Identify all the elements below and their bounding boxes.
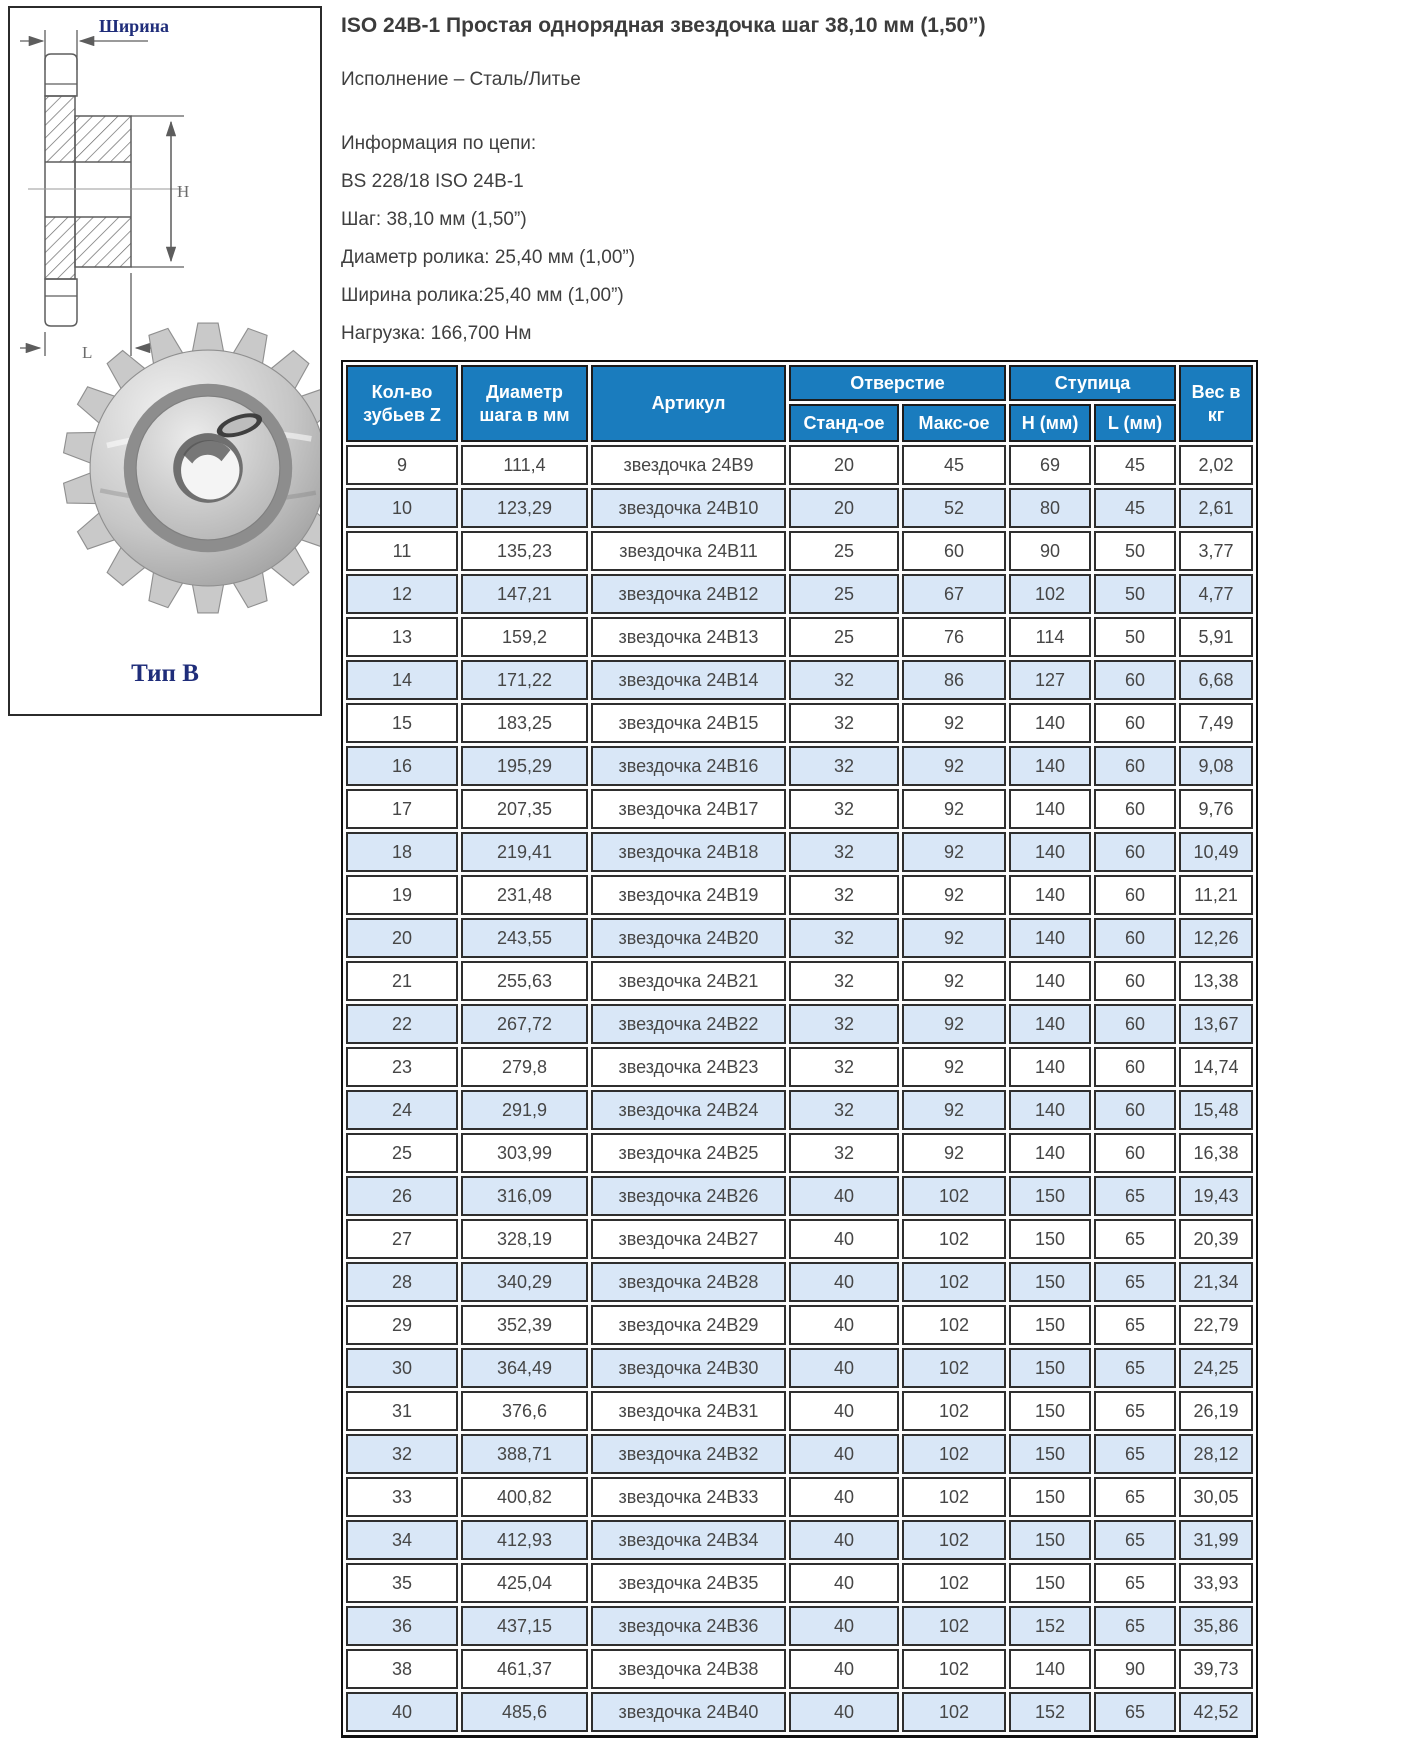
table-cell: 40 bbox=[789, 1305, 899, 1345]
table-cell: 291,9 bbox=[461, 1090, 588, 1130]
table-cell: 90 bbox=[1009, 531, 1091, 571]
table-cell: 9 bbox=[346, 445, 458, 485]
table-cell: 219,41 bbox=[461, 832, 588, 872]
table-cell: звездочка 24B28 bbox=[591, 1262, 786, 1302]
table-cell: 65 bbox=[1094, 1606, 1176, 1646]
table-cell: 40 bbox=[789, 1520, 899, 1560]
table-cell: 65 bbox=[1094, 1520, 1176, 1560]
table-cell: 40 bbox=[789, 1434, 899, 1474]
table-cell: 150 bbox=[1009, 1477, 1091, 1517]
width-dimension-label: Ширина bbox=[99, 16, 169, 36]
table-cell: 7,49 bbox=[1179, 703, 1253, 743]
table-cell: 102 bbox=[902, 1606, 1006, 1646]
table-cell: 376,6 bbox=[461, 1391, 588, 1431]
table-cell: 32 bbox=[789, 1004, 899, 1044]
table-cell: 45 bbox=[902, 445, 1006, 485]
table-cell: 159,2 bbox=[461, 617, 588, 657]
table-cell: 69 bbox=[1009, 445, 1091, 485]
table-cell: 40 bbox=[789, 1649, 899, 1689]
header-article: Артикул bbox=[591, 365, 786, 442]
table-row bbox=[346, 746, 1253, 786]
table-cell: 102 bbox=[902, 1262, 1006, 1302]
table-cell: 40 bbox=[789, 1262, 899, 1302]
table-cell: 102 bbox=[902, 1434, 1006, 1474]
l-dimension-label: L bbox=[82, 343, 93, 362]
table-cell: 140 bbox=[1009, 918, 1091, 958]
table-cell: 32 bbox=[789, 832, 899, 872]
table-cell: 150 bbox=[1009, 1176, 1091, 1216]
table-row bbox=[346, 1219, 1253, 1259]
table-cell: 255,63 bbox=[461, 961, 588, 1001]
table-cell: 60 bbox=[1094, 961, 1176, 1001]
table-cell: 33,93 bbox=[1179, 1563, 1253, 1603]
table-cell: 150 bbox=[1009, 1219, 1091, 1259]
table-cell: 9,08 bbox=[1179, 746, 1253, 786]
table-cell: 183,25 bbox=[461, 703, 588, 743]
table-cell: 328,19 bbox=[461, 1219, 588, 1259]
table-row bbox=[346, 875, 1253, 915]
table-cell: звездочка 24B19 bbox=[591, 875, 786, 915]
table-cell: 60 bbox=[1094, 1133, 1176, 1173]
table-cell: звездочка 24B36 bbox=[591, 1606, 786, 1646]
chain-info-line: Информация по цепи: bbox=[341, 133, 537, 154]
table-cell: 35,86 bbox=[1179, 1606, 1253, 1646]
table-cell: 16,38 bbox=[1179, 1133, 1253, 1173]
table-cell: 65 bbox=[1094, 1692, 1176, 1732]
table-cell: 140 bbox=[1009, 961, 1091, 1001]
table-cell: 14,74 bbox=[1179, 1047, 1253, 1087]
table-cell: 316,09 bbox=[461, 1176, 588, 1216]
table-cell: 32 bbox=[789, 918, 899, 958]
header-hub-l: L (мм) bbox=[1094, 404, 1176, 442]
table-cell: 92 bbox=[902, 1004, 1006, 1044]
table-cell: 140 bbox=[1009, 1004, 1091, 1044]
table-cell: звездочка 24B11 bbox=[591, 531, 786, 571]
table-cell: 20,39 bbox=[1179, 1219, 1253, 1259]
table-cell: 437,15 bbox=[461, 1606, 588, 1646]
table-cell: 67 bbox=[902, 574, 1006, 614]
table-cell: 32 bbox=[789, 789, 899, 829]
table-cell: 485,6 bbox=[461, 1692, 588, 1732]
table-cell: 52 bbox=[902, 488, 1006, 528]
table-cell: 11,21 bbox=[1179, 875, 1253, 915]
table-cell: 150 bbox=[1009, 1305, 1091, 1345]
table-cell: звездочка 24B30 bbox=[591, 1348, 786, 1388]
table-cell: 34 bbox=[346, 1520, 458, 1560]
table-cell: 114 bbox=[1009, 617, 1091, 657]
table-row bbox=[346, 445, 1253, 485]
table-cell: 45 bbox=[1094, 445, 1176, 485]
chain-info-block bbox=[341, 125, 1271, 353]
chain-info-line: Ширина ролика:25,40 мм (1,00”) bbox=[341, 285, 624, 306]
table-cell: 12,26 bbox=[1179, 918, 1253, 958]
table-cell: звездочка 24B16 bbox=[591, 746, 786, 786]
table-cell: 65 bbox=[1094, 1434, 1176, 1474]
table-cell: 86 bbox=[902, 660, 1006, 700]
table-cell: 150 bbox=[1009, 1520, 1091, 1560]
header-hole-std: Станд-ое bbox=[789, 404, 899, 442]
table-cell: 92 bbox=[902, 1047, 1006, 1087]
table-cell: 60 bbox=[1094, 1047, 1176, 1087]
table-cell: 102 bbox=[902, 1563, 1006, 1603]
table-cell: 150 bbox=[1009, 1348, 1091, 1388]
table-cell: 10 bbox=[346, 488, 458, 528]
table-cell: 140 bbox=[1009, 1133, 1091, 1173]
table-cell: 40 bbox=[789, 1176, 899, 1216]
table-cell: 92 bbox=[902, 875, 1006, 915]
table-cell: 92 bbox=[902, 746, 1006, 786]
table-row bbox=[346, 1434, 1253, 1474]
table-cell: 30 bbox=[346, 1348, 458, 1388]
table-cell: 425,04 bbox=[461, 1563, 588, 1603]
table-cell: 45 bbox=[1094, 488, 1176, 528]
table-cell: звездочка 24B20 bbox=[591, 918, 786, 958]
table-cell: 18 bbox=[346, 832, 458, 872]
table-cell: 303,99 bbox=[461, 1133, 588, 1173]
table-cell: 2,61 bbox=[1179, 488, 1253, 528]
table-cell: 102 bbox=[902, 1305, 1006, 1345]
table-cell: 25 bbox=[789, 531, 899, 571]
table-cell: 65 bbox=[1094, 1477, 1176, 1517]
table-cell: 152 bbox=[1009, 1692, 1091, 1732]
table-cell: 92 bbox=[902, 703, 1006, 743]
table-cell: 150 bbox=[1009, 1391, 1091, 1431]
table-row bbox=[346, 1176, 1253, 1216]
table-cell: 32 bbox=[789, 660, 899, 700]
table-cell: 60 bbox=[902, 531, 1006, 571]
table-cell: 65 bbox=[1094, 1176, 1176, 1216]
table-cell: звездочка 24B32 bbox=[591, 1434, 786, 1474]
table-cell: звездочка 24B31 bbox=[591, 1391, 786, 1431]
table-row bbox=[346, 1563, 1253, 1603]
table-cell: 102 bbox=[902, 1692, 1006, 1732]
table-cell: 13,67 bbox=[1179, 1004, 1253, 1044]
table-cell: 60 bbox=[1094, 1090, 1176, 1130]
table-cell: 5,91 bbox=[1179, 617, 1253, 657]
table-cell: 65 bbox=[1094, 1348, 1176, 1388]
spec-table-body bbox=[346, 445, 1253, 1732]
table-cell: 140 bbox=[1009, 1047, 1091, 1087]
table-row bbox=[346, 1477, 1253, 1517]
table-cell: 140 bbox=[1009, 703, 1091, 743]
table-cell: 40 bbox=[789, 1219, 899, 1259]
table-cell: 364,49 bbox=[461, 1348, 588, 1388]
table-cell: 24 bbox=[346, 1090, 458, 1130]
table-cell: звездочка 24B38 bbox=[591, 1649, 786, 1689]
table-cell: звездочка 24B13 bbox=[591, 617, 786, 657]
table-row bbox=[346, 1090, 1253, 1130]
table-cell: 29 bbox=[346, 1305, 458, 1345]
table-row bbox=[346, 832, 1253, 872]
table-cell: 23 bbox=[346, 1047, 458, 1087]
table-cell: 25 bbox=[789, 574, 899, 614]
table-cell: 13,38 bbox=[1179, 961, 1253, 1001]
header-diameter: Диаметр шага в мм bbox=[461, 365, 588, 442]
table-cell: звездочка 24B35 bbox=[591, 1563, 786, 1603]
table-row bbox=[346, 1133, 1253, 1173]
table-row bbox=[346, 1305, 1253, 1345]
table-cell: 92 bbox=[902, 1090, 1006, 1130]
table-cell: 92 bbox=[902, 918, 1006, 958]
table-cell: 39,73 bbox=[1179, 1649, 1253, 1689]
table-row bbox=[346, 918, 1253, 958]
table-cell: 42,52 bbox=[1179, 1692, 1253, 1732]
table-cell: звездочка 24B25 bbox=[591, 1133, 786, 1173]
table-cell: 38 bbox=[346, 1649, 458, 1689]
table-cell: 243,55 bbox=[461, 918, 588, 958]
main-content bbox=[341, 0, 1271, 1738]
table-cell: звездочка 24B26 bbox=[591, 1176, 786, 1216]
table-cell: 16 bbox=[346, 746, 458, 786]
table-cell: 102 bbox=[902, 1477, 1006, 1517]
table-cell: 140 bbox=[1009, 746, 1091, 786]
table-cell: 388,71 bbox=[461, 1434, 588, 1474]
table-cell: 140 bbox=[1009, 1090, 1091, 1130]
table-cell: 80 bbox=[1009, 488, 1091, 528]
table-cell: 102 bbox=[1009, 574, 1091, 614]
table-cell: 36 bbox=[346, 1606, 458, 1646]
table-cell: 25 bbox=[346, 1133, 458, 1173]
table-cell: 32 bbox=[789, 875, 899, 915]
table-cell: 32 bbox=[789, 1090, 899, 1130]
table-cell: 35 bbox=[346, 1563, 458, 1603]
table-row bbox=[346, 1047, 1253, 1087]
chain-info-line: Диаметр ролика: 25,40 мм (1,00”) bbox=[341, 247, 636, 268]
table-cell: 60 bbox=[1094, 1004, 1176, 1044]
table-cell: 20 bbox=[789, 445, 899, 485]
table-cell: звездочка 24B24 bbox=[591, 1090, 786, 1130]
table-cell: 40 bbox=[789, 1477, 899, 1517]
table-cell: 65 bbox=[1094, 1391, 1176, 1431]
table-cell: звездочка 24B33 bbox=[591, 1477, 786, 1517]
table-row bbox=[346, 1520, 1253, 1560]
table-cell: 352,39 bbox=[461, 1305, 588, 1345]
header-teeth: Кол-во зубьев Z bbox=[346, 365, 458, 442]
table-cell: 147,21 bbox=[461, 574, 588, 614]
table-cell: 400,82 bbox=[461, 1477, 588, 1517]
table-cell: 27 bbox=[346, 1219, 458, 1259]
table-cell: 28 bbox=[346, 1262, 458, 1302]
table-cell: звездочка 24B21 bbox=[591, 961, 786, 1001]
table-cell: 279,8 bbox=[461, 1047, 588, 1087]
table-cell: 25 bbox=[789, 617, 899, 657]
table-cell: звездочка 24B23 bbox=[591, 1047, 786, 1087]
table-row bbox=[346, 961, 1253, 1001]
table-cell: 50 bbox=[1094, 574, 1176, 614]
type-b-caption: Тип B bbox=[131, 660, 199, 687]
table-cell: 267,72 bbox=[461, 1004, 588, 1044]
table-cell: 102 bbox=[902, 1348, 1006, 1388]
material-line: Исполнение – Сталь/Литье bbox=[341, 69, 581, 90]
table-cell: 24,25 bbox=[1179, 1348, 1253, 1388]
table-cell: звездочка 24B12 bbox=[591, 574, 786, 614]
table-cell: 26 bbox=[346, 1176, 458, 1216]
table-cell: 92 bbox=[902, 789, 1006, 829]
table-cell: 3,77 bbox=[1179, 531, 1253, 571]
table-row bbox=[346, 703, 1253, 743]
header-hub-group: Ступица bbox=[1009, 365, 1176, 401]
table-cell: 32 bbox=[346, 1434, 458, 1474]
sprocket-photo bbox=[62, 322, 322, 614]
table-cell: звездочка 24B17 bbox=[591, 789, 786, 829]
table-row bbox=[346, 488, 1253, 528]
table-cell: 20 bbox=[346, 918, 458, 958]
table-cell: 102 bbox=[902, 1649, 1006, 1689]
table-cell: 32 bbox=[789, 1133, 899, 1173]
table-cell: 92 bbox=[902, 961, 1006, 1001]
table-cell: 40 bbox=[789, 1391, 899, 1431]
table-cell: 32 bbox=[789, 1047, 899, 1087]
page-title: ISO 24B-1 Простая однорядная звездочка шаг 38,10 мм (1,50”) bbox=[341, 14, 986, 37]
table-cell: 40 bbox=[789, 1692, 899, 1732]
table-row bbox=[346, 660, 1253, 700]
table-cell: 50 bbox=[1094, 617, 1176, 657]
table-cell: 22 bbox=[346, 1004, 458, 1044]
table-row bbox=[346, 1692, 1253, 1732]
table-row bbox=[346, 1348, 1253, 1388]
table-cell: звездочка 24B10 bbox=[591, 488, 786, 528]
table-cell: 90 bbox=[1094, 1649, 1176, 1689]
table-cell: звездочка 24B29 bbox=[591, 1305, 786, 1345]
table-cell: 40 bbox=[789, 1606, 899, 1646]
table-cell: 102 bbox=[902, 1176, 1006, 1216]
table-cell: 26,19 bbox=[1179, 1391, 1253, 1431]
table-cell: звездочка 24B22 bbox=[591, 1004, 786, 1044]
table-cell: 412,93 bbox=[461, 1520, 588, 1560]
table-cell: 32 bbox=[789, 961, 899, 1001]
table-cell: 30,05 bbox=[1179, 1477, 1253, 1517]
table-cell: 60 bbox=[1094, 746, 1176, 786]
table-cell: 92 bbox=[902, 1133, 1006, 1173]
table-cell: 22,79 bbox=[1179, 1305, 1253, 1345]
header-hole-group: Отверстие bbox=[789, 365, 1006, 401]
table-cell: звездочка 24B9 bbox=[591, 445, 786, 485]
table-cell: 60 bbox=[1094, 660, 1176, 700]
table-cell: 28,12 bbox=[1179, 1434, 1253, 1474]
table-cell: 50 bbox=[1094, 531, 1176, 571]
table-cell: звездочка 24B15 bbox=[591, 703, 786, 743]
table-cell: 65 bbox=[1094, 1262, 1176, 1302]
table-cell: 4,77 bbox=[1179, 574, 1253, 614]
header-hole-max: Макс-ое bbox=[902, 404, 1006, 442]
table-cell: 31,99 bbox=[1179, 1520, 1253, 1560]
table-cell: 60 bbox=[1094, 875, 1176, 915]
table-cell: 60 bbox=[1094, 703, 1176, 743]
h-dimension-label: H bbox=[177, 182, 190, 201]
table-cell: 2,02 bbox=[1179, 445, 1253, 485]
header-weight: Вес в кг bbox=[1179, 365, 1253, 442]
table-cell: 17 bbox=[346, 789, 458, 829]
table-cell: 123,29 bbox=[461, 488, 588, 528]
chain-info-line: Шаг: 38,10 мм (1,50”) bbox=[341, 209, 527, 230]
table-cell: 19 bbox=[346, 875, 458, 915]
table-row bbox=[346, 789, 1253, 829]
table-row bbox=[346, 1606, 1253, 1646]
table-cell: 40 bbox=[346, 1692, 458, 1732]
table-cell: 140 bbox=[1009, 789, 1091, 829]
table-cell: 150 bbox=[1009, 1434, 1091, 1474]
table-cell: 11 bbox=[346, 531, 458, 571]
table-cell: 150 bbox=[1009, 1563, 1091, 1603]
table-cell: 92 bbox=[902, 832, 1006, 872]
table-cell: 102 bbox=[902, 1219, 1006, 1259]
product-image-panel bbox=[8, 6, 322, 716]
table-row bbox=[346, 531, 1253, 571]
table-cell: 76 bbox=[902, 617, 1006, 657]
table-cell: 60 bbox=[1094, 832, 1176, 872]
table-row bbox=[346, 1004, 1253, 1044]
table-cell: 340,29 bbox=[461, 1262, 588, 1302]
table-row bbox=[346, 574, 1253, 614]
chain-info-line: Нагрузка: 166,700 Нм bbox=[341, 323, 532, 344]
table-cell: 152 bbox=[1009, 1606, 1091, 1646]
table-cell: 195,29 bbox=[461, 746, 588, 786]
table-cell: звездочка 24B18 bbox=[591, 832, 786, 872]
table-cell: 102 bbox=[902, 1520, 1006, 1560]
table-cell: 140 bbox=[1009, 875, 1091, 915]
sprocket-cross-section-drawing bbox=[16, 14, 306, 374]
table-cell: 14 bbox=[346, 660, 458, 700]
table-cell: 60 bbox=[1094, 918, 1176, 958]
table-cell: 102 bbox=[902, 1391, 1006, 1431]
table-cell: 40 bbox=[789, 1348, 899, 1388]
table-cell: 15 bbox=[346, 703, 458, 743]
table-cell: 21,34 bbox=[1179, 1262, 1253, 1302]
table-cell: 140 bbox=[1009, 1649, 1091, 1689]
table-cell: 60 bbox=[1094, 789, 1176, 829]
table-cell: звездочка 24B27 bbox=[591, 1219, 786, 1259]
table-cell: 140 bbox=[1009, 832, 1091, 872]
table-row bbox=[346, 1262, 1253, 1302]
table-cell: 171,22 bbox=[461, 660, 588, 700]
table-cell: 13 bbox=[346, 617, 458, 657]
table-cell: 231,48 bbox=[461, 875, 588, 915]
table-cell: 40 bbox=[789, 1563, 899, 1603]
table-cell: 65 bbox=[1094, 1219, 1176, 1259]
table-cell: 21 bbox=[346, 961, 458, 1001]
table-cell: 9,76 bbox=[1179, 789, 1253, 829]
table-cell: 65 bbox=[1094, 1563, 1176, 1603]
chain-info-line: BS 228/18 ISO 24B-1 bbox=[341, 171, 524, 192]
table-cell: звездочка 24B14 bbox=[591, 660, 786, 700]
table-row bbox=[346, 617, 1253, 657]
table-row bbox=[346, 1391, 1253, 1431]
table-cell: 207,35 bbox=[461, 789, 588, 829]
table-cell: звездочка 24B34 bbox=[591, 1520, 786, 1560]
table-cell: 461,37 bbox=[461, 1649, 588, 1689]
table-cell: 31 bbox=[346, 1391, 458, 1431]
table-cell: 32 bbox=[789, 703, 899, 743]
table-cell: 20 bbox=[789, 488, 899, 528]
table-cell: 150 bbox=[1009, 1262, 1091, 1302]
table-cell: 12 bbox=[346, 574, 458, 614]
header-hub-h: H (мм) bbox=[1009, 404, 1091, 442]
table-cell: 15,48 bbox=[1179, 1090, 1253, 1130]
table-cell: 32 bbox=[789, 746, 899, 786]
table-cell: 6,68 bbox=[1179, 660, 1253, 700]
table-cell: 65 bbox=[1094, 1305, 1176, 1345]
table-cell: звездочка 24B40 bbox=[591, 1692, 786, 1732]
table-cell: 33 bbox=[346, 1477, 458, 1517]
spec-table bbox=[341, 360, 1258, 1738]
table-row bbox=[346, 1649, 1253, 1689]
table-cell: 127 bbox=[1009, 660, 1091, 700]
table-cell: 111,4 bbox=[461, 445, 588, 485]
table-cell: 10,49 bbox=[1179, 832, 1253, 872]
table-cell: 135,23 bbox=[461, 531, 588, 571]
table-cell: 19,43 bbox=[1179, 1176, 1253, 1216]
